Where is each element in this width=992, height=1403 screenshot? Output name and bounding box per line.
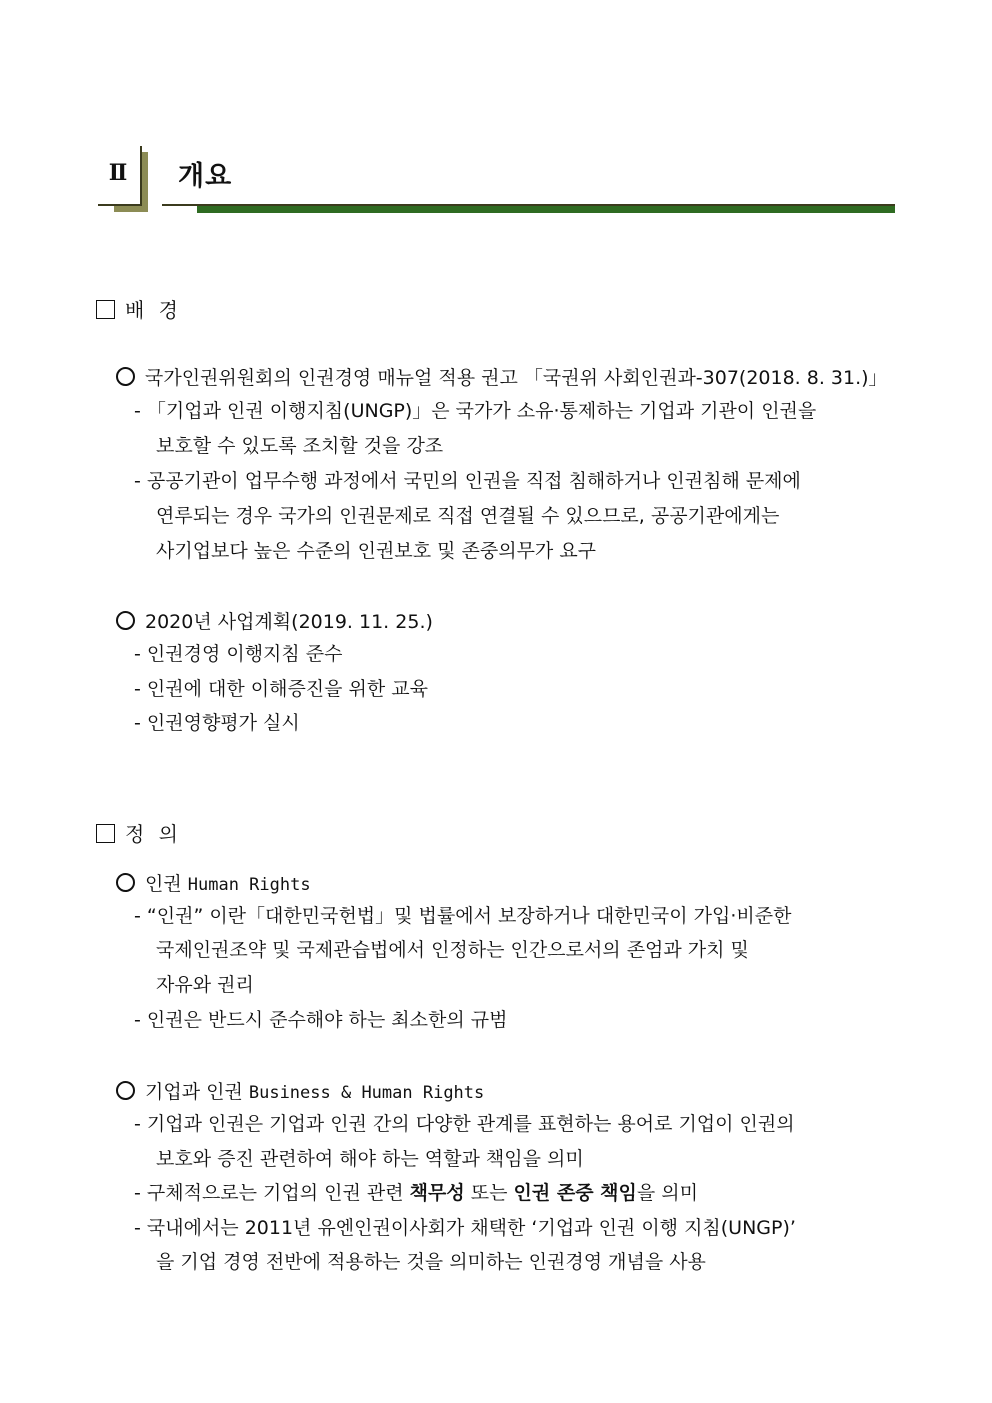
dash-item: - 국내에서는 2011년 유엔인권이사회가 채택한 ‘기업과 인권 이행 지침(UNGP)’ xyxy=(134,1217,796,1239)
dash-item: - 기업과 인권은 기업과 인권 간의 다양한 관계를 표현하는 용어로 기업이 인권의 xyxy=(134,1113,795,1135)
bullet-business-human-rights xyxy=(116,1081,484,1102)
chapter-number: Ⅱ xyxy=(108,160,128,186)
term-en: Human Rights xyxy=(187,875,311,895)
emphasis-respect-responsibility: 인권 존중 책임 xyxy=(513,1182,637,1204)
section-heading-background xyxy=(96,294,182,323)
dash-item-continued: 을 기업 경영 전반에 적용하는 것을 의미하는 인권경영 개념을 사용 xyxy=(156,1251,706,1273)
dash-item: - 「기업과 인권 이행지침(UNGP)」은 국가가 소유·통제하는 기업과 기관이 인권을 xyxy=(134,400,817,422)
dash-item: - 인권에 대한 이해증진을 위한 교육 xyxy=(134,678,429,700)
dash-item-continued: 사기업보다 높은 수준의 인권보호 및 존중의무가 요구 xyxy=(156,540,597,562)
emphasis-accountability: 책무성 xyxy=(409,1182,465,1204)
chapter-title: 개요 xyxy=(178,161,233,192)
dash-item-continued: 자유와 권리 xyxy=(156,974,254,996)
term-ko: 인권 xyxy=(145,873,182,895)
dash-item-continued: 연루되는 경우 국가의 인권문제로 직접 연결될 수 있으므로, 공공기관에게는 xyxy=(156,505,780,527)
dash-item-with-emphasis xyxy=(134,1184,698,1203)
dash-item: - 공공기관이 업무수행 과정에서 국민의 인권을 직접 침해하거나 인권침해 문제에 xyxy=(134,470,801,492)
checkbox-icon xyxy=(96,824,115,843)
dash-item-continued: 보호할 수 있도록 조치할 것을 강조 xyxy=(156,435,444,457)
term-ko: 기업과 인권 xyxy=(145,1081,243,1103)
term-en: Business & Human Rights xyxy=(248,1083,485,1103)
title-rule-thick xyxy=(197,206,895,213)
dash-item: - 인권영향평가 실시 xyxy=(134,712,300,734)
text-segment: - 구체적으로는 기업의 인권 관련 xyxy=(134,1182,410,1204)
circle-bullet-icon xyxy=(116,367,135,386)
circle-bullet-icon xyxy=(116,873,135,892)
bullet-text: 2020년 사업계획(2019. 11. 25.) xyxy=(145,611,433,633)
circle-bullet-icon xyxy=(116,1081,135,1100)
text-segment: 을 의미 xyxy=(636,1182,698,1204)
text-segment: 또는 xyxy=(464,1182,514,1204)
dash-item-continued: 국제인권조약 및 국제관습법에서 인정하는 인간으로서의 존엄과 가치 및 xyxy=(156,939,749,961)
section-title: 정 의 xyxy=(125,822,182,846)
bullet-business-plan xyxy=(116,611,433,632)
bullet-text: 국가인권위원회의 인권경영 매뉴얼 적용 권고 「국권위 사회인권과-307(2018. 8. 31.)」 xyxy=(145,367,888,389)
dash-item: - “인권” 이란「대한민국헌법」및 법률에서 보장하거나 대한민국이 가입·비준한 xyxy=(134,905,792,927)
bullet-human-rights xyxy=(116,873,311,894)
section-heading-definition xyxy=(96,818,182,847)
checkbox-icon xyxy=(96,300,115,319)
dash-item-continued: 보호와 증진 관련하여 해야 하는 역할과 책임을 의미 xyxy=(156,1148,584,1170)
dash-item: - 인권경영 이행지침 준수 xyxy=(134,643,343,665)
circle-bullet-icon xyxy=(116,611,135,630)
bullet-manual-recommendation xyxy=(116,367,888,388)
section-title: 배 경 xyxy=(125,298,182,322)
dash-item: - 인권은 반드시 준수해야 하는 최소한의 규범 xyxy=(134,1009,508,1031)
